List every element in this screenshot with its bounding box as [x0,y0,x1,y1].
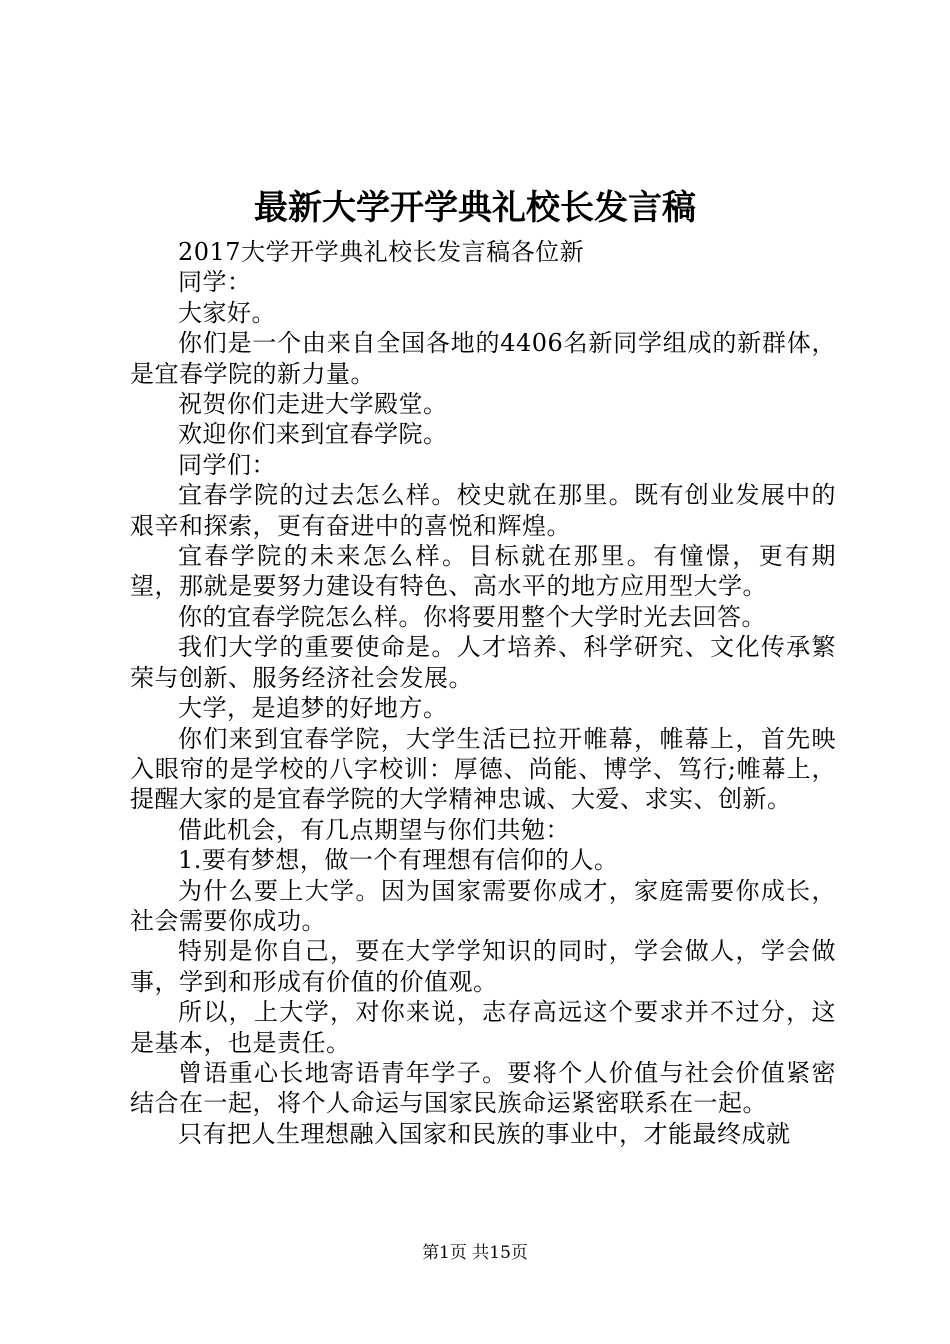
document-body [130,237,836,1149]
paragraph: 同学们： [178,450,276,479]
paragraph: 你们来到宜春学院，大学生活已拉开帷幕，帷幕上，首先映入眼帘的是学校的八字校训：厚德、尚能、博学、笃行;帷幕上，提醒大家的是宜春学院的大学精神忠诚、大爱、求实、创新。 [130,724,836,814]
paragraph: 2017大学开学典礼校长发言稿各位新 [178,238,585,266]
paragraph: 祝贺你们走进大学殿堂。 [178,390,448,419]
paragraph: 特别是你自己，要在大学学知识的同时，学会做人，学会做事，学到和形成有价值的价值观。 [130,937,836,996]
paragraph: 借此机会，有几点期望与你们共勉： [178,815,570,844]
paragraph: 1.要有梦想，做一个有理想有信仰的人。 [178,846,619,875]
paragraph: 大学，是追梦的好地方。 [178,694,448,723]
paragraph: 曾语重心长地寄语青年学子。要将个人价值与社会价值紧密结合在一起，将个人命运与国家民族命运紧密联系在一起。 [130,1058,836,1118]
paragraph: 只有把人生理想融入国家和民族的事业中，才能最终成就 [178,1119,791,1148]
document-title: 最新大学开学典礼校长发言稿 [254,188,696,228]
paragraph: 欢迎你们来到宜春学院。 [178,420,448,449]
paragraph: 我们大学的重要使命是。人才培养、科学研究、文化传承繁荣与创新、服务经济社会发展。 [130,633,836,692]
paragraph: 宜春学院的过去怎么样。校史就在那里。既有创业发展中的艰辛和探索，更有奋进中的喜悦和辉煌。 [130,481,836,540]
paragraph: 同学： [178,268,252,297]
paragraph: 你们是一个由来自全国各地的4406名新同学组成的新群体，是宜春学院的新力量。 [130,329,836,388]
paragraph: 为什么要上大学。因为国家需要你成才，家庭需要你成长，社会需要你成功。 [130,876,836,935]
paragraph: 你的宜春学院怎么样。你将要用整个大学时光去回答。 [178,602,766,631]
paragraph: 所以，上大学，对你来说，志存高远这个要求并不过分，这是基本，也是责任。 [130,998,836,1057]
paragraph: 大家好。 [178,298,276,327]
page-number-footer: 第1页 共15页 [422,1243,528,1263]
paragraph: 宜春学院的未来怎么样。目标就在那里。有憧憬，更有期望，那就是要努力建设有特色、高水平的地方应用型大学。 [130,542,836,601]
